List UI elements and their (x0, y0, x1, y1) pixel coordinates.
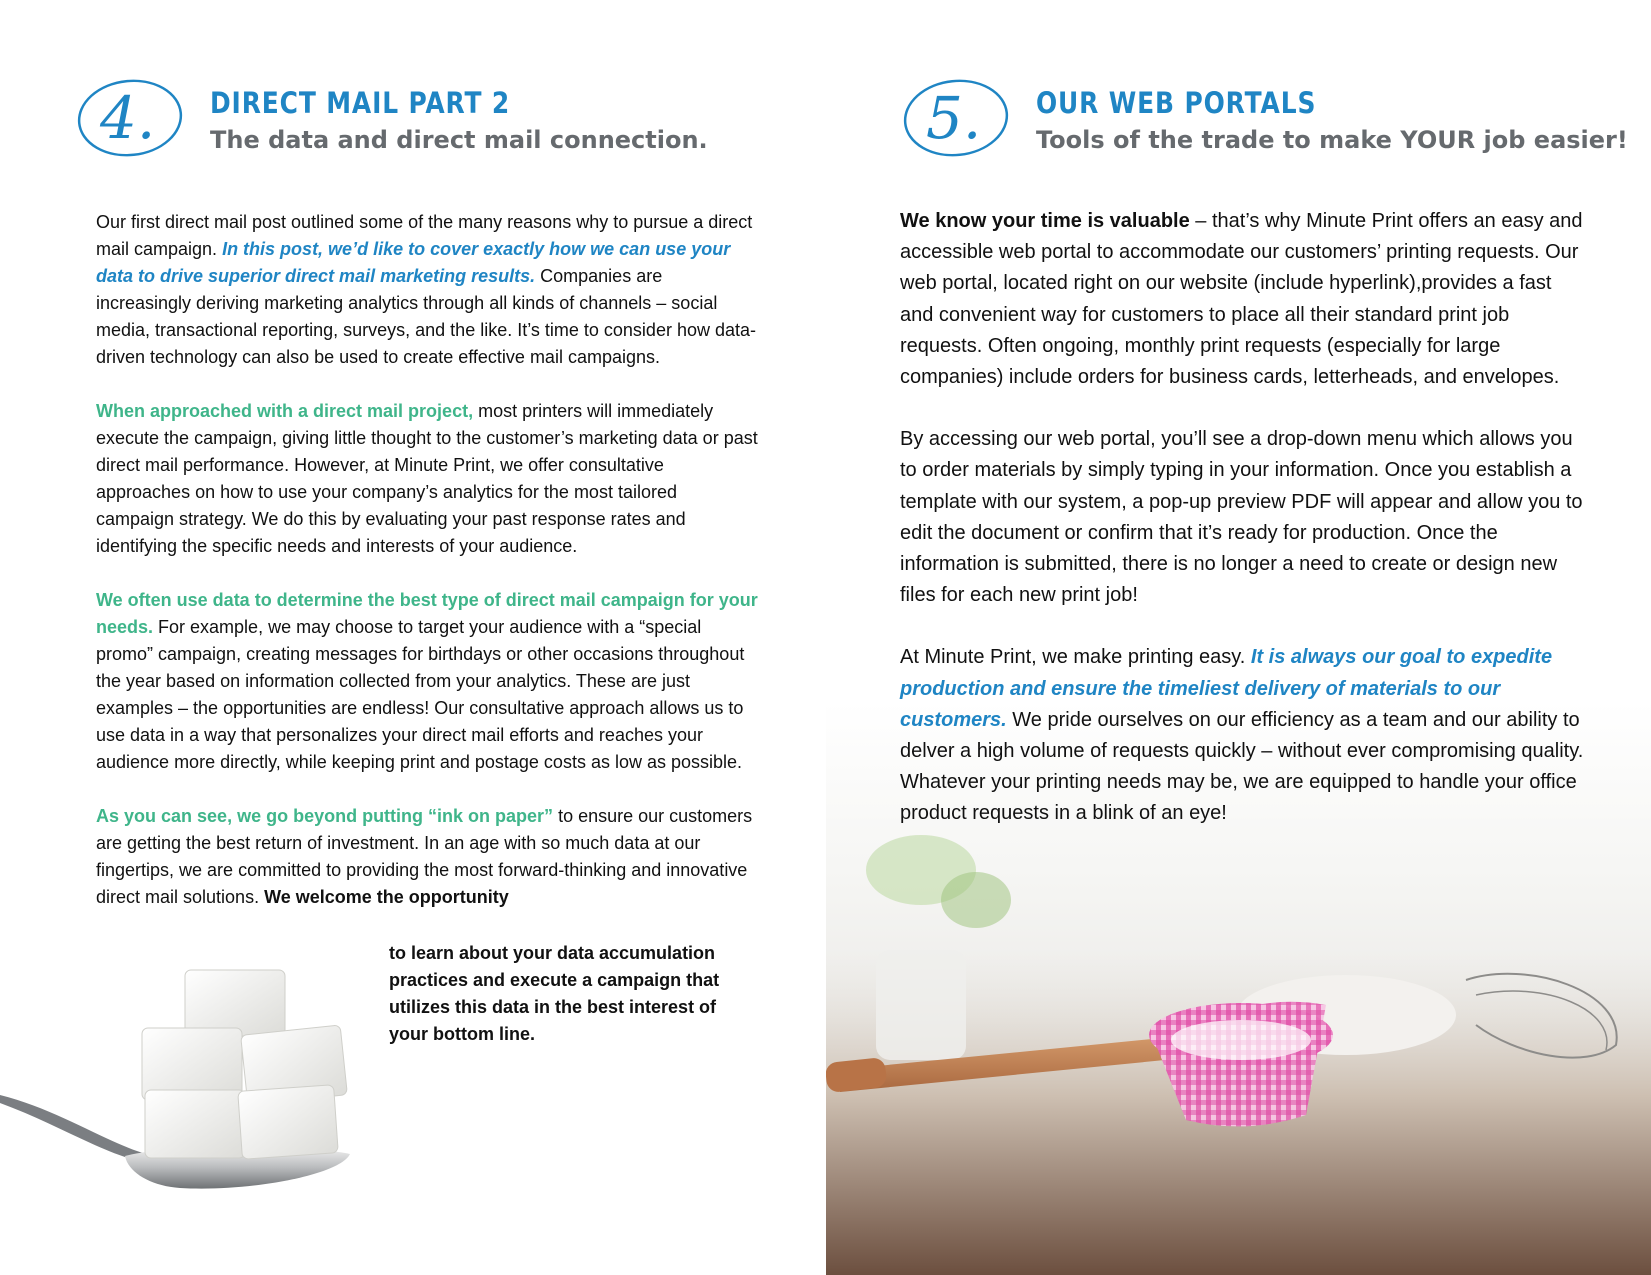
number-circle-icon (902, 76, 1012, 160)
right-page (826, 0, 1651, 1275)
closing-statement: to learn about your data accumulation practices and execute a campaign that utilizes this data in the best interest of your bottom line. (389, 943, 720, 1044)
section-header-direct-mail (76, 72, 816, 172)
paragraph-ink-on-paper: As you can see, we go beyond putting “ink on paper” to ensure our customers are getting the best return of investment. In an age with so much data at our fingertips, we are committed to providing the most forward-thinking and innovative direct mail solutions. We welcome the opportunity (96, 806, 753, 907)
paragraph-intro: Our first direct mail post outlined some of the many reasons why to pursue a direct mail campaign. In this post, we’d like to cover exactly how we can use your data to drive superior direct mail marketing results. Companies are increasingly deriving marketing analytics through all kinds of channels – social media, transactional reporting, surveys, and the like. It’s time to consider how data-driven technology can also be used to create effective mail campaigns. (96, 212, 756, 367)
section-number: 5. (926, 84, 982, 152)
highlight-text: In this post, we’d like to cover exactly how we can use your data to drive superior direct mail marketing results. (96, 239, 731, 286)
section-header-web-portals (902, 72, 1642, 172)
number-circle-icon (76, 76, 186, 160)
highlight-text: As you can see, we go beyond putting “ink on paper” (96, 806, 554, 826)
paragraph-portal-usage: By accessing our web portal, you’ll see a drop-down menu which allows you to order materials by simply typing in your information. Once you establish a template with our system, a pop-up preview PDF will appear and allow you to edit the document or confirm that it’s ready for production. Once the information is submitted, there is no longer a need to create or design new files for each new print job! (900, 428, 1583, 607)
highlight-text: It is always our goal to expedite production and ensure the timeliest delivery of materials to our customers. (900, 646, 1553, 731)
highlight-text: We often use data to determine the best type of direct mail campaign for your needs. (96, 590, 758, 637)
paragraph-time-valuable: We know your time is valuable – that’s why Minute Print offers an easy and accessible web portal to accommodate our customers’ printing requests. Our web portal, located right on our website (include hyperlink),provides a fast and convenient way for customers to place all their standard print job requests. Often ongoing, monthly print requests (especially for large companies) include orders for business cards, letterheads, and envelopes. (900, 210, 1583, 389)
highlight-text: When approached with a direct mail project, (96, 401, 474, 421)
section-subtitle: The data and direct mail connection. (210, 126, 708, 154)
left-article-body (96, 209, 760, 938)
paragraph-data-use: We often use data to determine the best type of direct mail campaign for your needs. For example, we may choose to target your audience with a “special promo” campaign, creating messages for birthdays or other occasions throughout the year based on information collected from your analytics. These are just examples – the opportunities are endless! Our consultative approach allows us to use data in a way that personalizes your direct mail efforts and reaches your audience more directly, while keeping print and postage costs as low as possible. (96, 590, 758, 772)
paragraph-approach: When approached with a direct mail project, most printers will immediately execute the campaign, giving little thought to the customer’s marketing data or past direct mail performance. However, at Minute Print, we offer consultative approaches on how to use your company’s analytics for the most tailored campaign strategy. We do this by evaluating your past response rates and identifying the specific needs and interests of your audience. (96, 401, 758, 556)
sugar-cubes-spoon-image (0, 960, 360, 1210)
paragraph-printing-easy: At Minute Print, we make printing easy. It is always our goal to expedite production and ensure the timeliest delivery of materials to our customers. We pride ourselves on our efficiency as a team and our ability to delver a high volume of requests quickly – without ever compromising quality. Whatever your printing needs may be, we are equipped to handle your office product requests in a blink of an eye! (900, 646, 1584, 825)
section-title: OUR WEB PORTALS (1036, 86, 1317, 120)
section-title: DIRECT MAIL PART 2 (210, 86, 511, 120)
kitchen-cupcake-liners-image (826, 830, 1651, 1275)
section-subtitle: Tools of the trade to make YOUR job easier! (1036, 126, 1628, 154)
highlight-text: We know your time is valuable (900, 210, 1190, 232)
section-number: 4. (100, 84, 156, 152)
right-article-body (900, 206, 1590, 861)
